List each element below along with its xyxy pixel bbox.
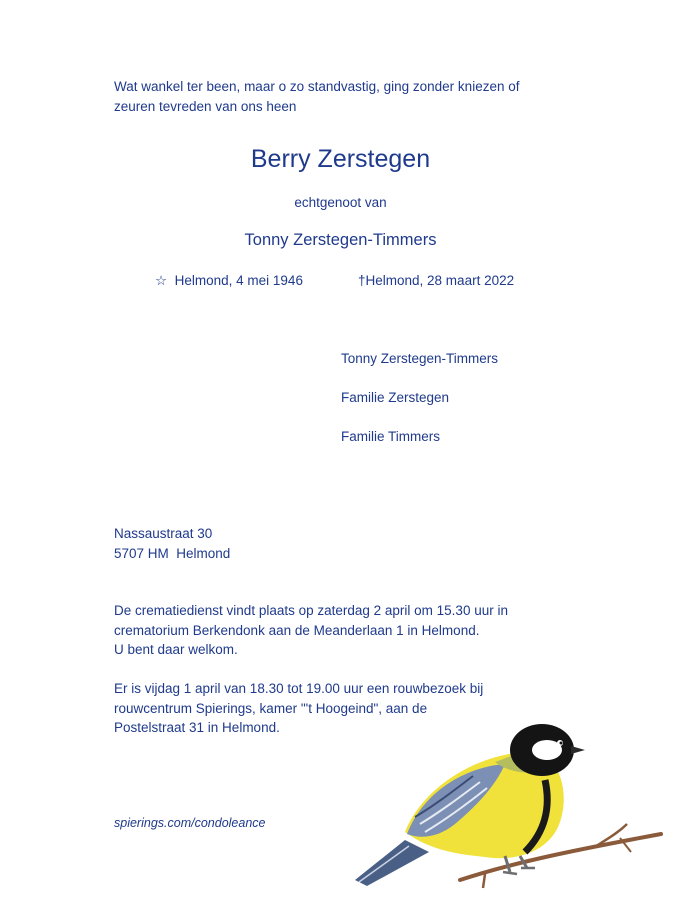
family-member-1: Tonny Zerstegen-Timmers [341, 351, 499, 366]
quote-line-1: Wat wankel ter been, maar o zo standvastig, ging zonder kniezen of [114, 79, 520, 94]
death-text: Helmond, 28 maart 2022 [365, 273, 515, 288]
birth-text: Helmond, 4 mei 1946 [174, 273, 303, 288]
birth-info [155, 271, 303, 291]
opening-quote [114, 77, 574, 116]
service-line-1: De crematiedienst vindt plaats op zaterdag 2 april om 15.30 uur in [114, 603, 508, 618]
great-tit-bird-icon [345, 712, 665, 892]
spouse-name: Tonny Zerstegen-Timmers [244, 231, 437, 249]
family-member-2: Familie Zerstegen [341, 390, 450, 405]
relation-text: echtgenoot van [294, 195, 387, 210]
service-line-2: crematorium Berkendonk aan de Meanderlaan 1 in Helmond. [114, 622, 480, 638]
deceased-name: Berry Zerstegen [250, 145, 431, 173]
cross-icon: † [358, 273, 366, 288]
address-street: Nassaustraat 30 [114, 526, 213, 541]
address-city: 5707 HM Helmond [114, 545, 231, 561]
visit-line-2: rouwcentrum Spierings, kamer "'t Hoogeind", aan de [114, 700, 428, 716]
service-line-3: U bent daar welkom. [114, 642, 238, 657]
star-icon: ☆ [155, 273, 168, 288]
visit-line-3: Postelstraat 31 in Helmond. [114, 720, 280, 735]
visit-line-1: Er is vijdag 1 april van 18.30 tot 19.00 uur een rouwbezoek bij [114, 681, 484, 696]
death-info [358, 271, 514, 291]
correspondence-address [114, 524, 230, 563]
condolence-link[interactable]: spierings.com/condoleance [114, 816, 266, 830]
family-member-3: Familie Timmers [341, 429, 441, 444]
service-paragraph [114, 601, 508, 660]
quote-line-2: zeuren tevreden van ons heen [114, 98, 297, 114]
